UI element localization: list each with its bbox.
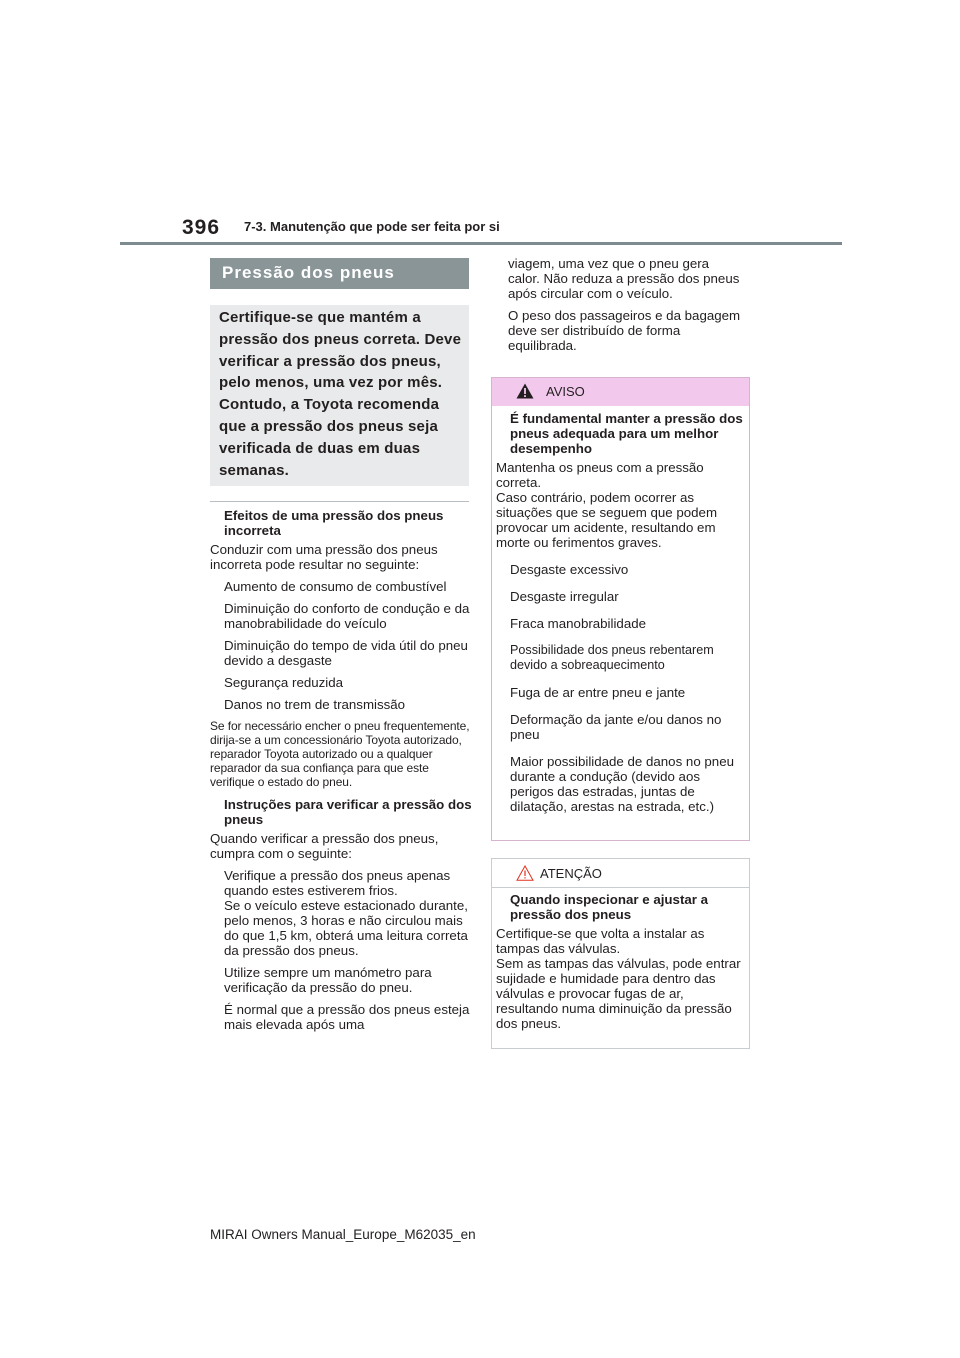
caution-box — [491, 858, 750, 1049]
instructions-item: É normal que a pressão dos pneus esteja mais elevada após uma — [224, 1002, 470, 1032]
warning-item: Deformação da jante e/ou danos no pneu — [510, 712, 722, 742]
warning-item: Desgaste excessivo — [510, 562, 629, 577]
caution-body — [496, 892, 744, 1031]
instructions-intro: Quando verificar a pressão dos pneus, cumpra com o seguinte: — [210, 831, 439, 861]
effects-intro: Conduzir com uma pressão dos pneus incorreta pode resultar no seguinte: — [210, 542, 438, 572]
effects-item: Aumento de consumo de combustível — [224, 579, 447, 594]
warning-header — [492, 378, 749, 406]
section-title: Pressão dos pneus — [222, 263, 395, 282]
warning-item: Possibilidade dos pneus rebentarem devido a sobreaquecimento — [510, 643, 714, 672]
instructions-item3-cont: viagem, uma vez que o pneu gera calor. Não reduza a pressão dos pneus após circular com o veículo. — [508, 256, 740, 301]
instructions-item1-a: Verifique a pressão dos pneus apenas quando estes estiverem frios. — [224, 868, 451, 898]
effects-item: Diminuição do tempo de vida útil do pneu devido a desgaste — [224, 638, 468, 668]
footer: MIRAI Owners Manual_Europe_M62035_en — [210, 1227, 476, 1242]
instructions-heading: Instruções para verificar a pressão dos pneus — [224, 797, 472, 827]
left-divider — [210, 501, 469, 502]
instructions-item: Utilize sempre um manómetro para verificação da pressão do pneu. — [224, 965, 432, 995]
warning-label: AVISO — [546, 384, 585, 399]
warning-item: Maior possibilidade de danos no pneu durante a condução (devido aos perigos das estradas, juntas de dilatação, arestas na estrada, etc.) — [510, 754, 734, 814]
warning-box — [491, 377, 750, 841]
instructions-item4: O peso dos passageiros e da bagagem deve ser distribuído de forma equilibrada. — [508, 308, 741, 353]
right-column-top — [494, 256, 744, 353]
effects-note: Se for necessário encher o pneu frequentemente, dirija-se a um concessionário Toyota autorizado, reparador Toyota autorizado ou a qualquer reparador da sua confiança para que este verifique o estado do pneu. — [210, 719, 470, 789]
caution-heading: Quando inspecionar e ajustar a pressão dos pneus — [510, 892, 709, 922]
caution-header — [492, 859, 749, 888]
warning-body — [496, 411, 744, 814]
page-number: 396 — [182, 216, 221, 239]
warning-item: Desgaste irregular — [510, 589, 619, 604]
effects-item: Diminuição do conforto de condução e da manobrabilidade do veículo — [224, 601, 470, 631]
header-rule — [120, 242, 842, 245]
effects-heading: Efeitos de uma pressão dos pneus incorreta — [224, 508, 444, 538]
caution-text — [496, 926, 744, 1031]
running-head: 7-3. Manutenção que pode ser feita por si — [244, 219, 500, 234]
warning-item: Fraca manobrabilidade — [510, 616, 647, 631]
warning-item: Fuga de ar entre pneu e jante — [510, 685, 686, 700]
instructions-item1-b: Se o veículo esteve estacionado durante, pelo menos, 3 horas e não circulou mais do que 1,5 km, obterá uma leitura correta da pressão dos pneus. — [224, 898, 468, 958]
left-column — [210, 508, 472, 1032]
instructions-item — [210, 868, 472, 958]
caution-text-b: Sem as tampas das válvulas, pode entrar sujidade e humidade para dentro das válvulas e provocar fugas de ar, resultando numa diminuição da pressão dos pneus. — [496, 956, 741, 1031]
intro-text: Certifique-se que mantém a pressão dos pneus correta. Deve verificar a pressão dos pneus, pelo menos, uma vez por mês. Contudo, a Toyota recomenda que a pressão dos pneus seja verificada de duas em duas semanas. — [219, 309, 462, 479]
warning-text-b: Caso contrário, podem ocorrer as situações que se seguem que podem provocar um acidente, resultando em morte ou ferimentos graves. — [496, 490, 718, 550]
section-title-bar — [210, 258, 469, 289]
warning-heading: É fundamental manter a pressão dos pneus adequada para um melhor desempenho — [510, 411, 743, 456]
caution-label: ATENÇÃO — [540, 866, 602, 881]
intro-box — [210, 305, 469, 486]
caution-triangle-icon — [516, 865, 534, 881]
effects-item: Danos no trem de transmissão — [224, 697, 406, 712]
warning-text-a: Mantenha os pneus com a pressão correta. — [496, 460, 704, 490]
caution-text-a: Certifique-se que volta a instalar as tampas das válvulas. — [496, 926, 705, 956]
warning-text — [496, 460, 744, 550]
warning-triangle-icon — [516, 383, 534, 399]
effects-item: Segurança reduzida — [224, 675, 344, 690]
